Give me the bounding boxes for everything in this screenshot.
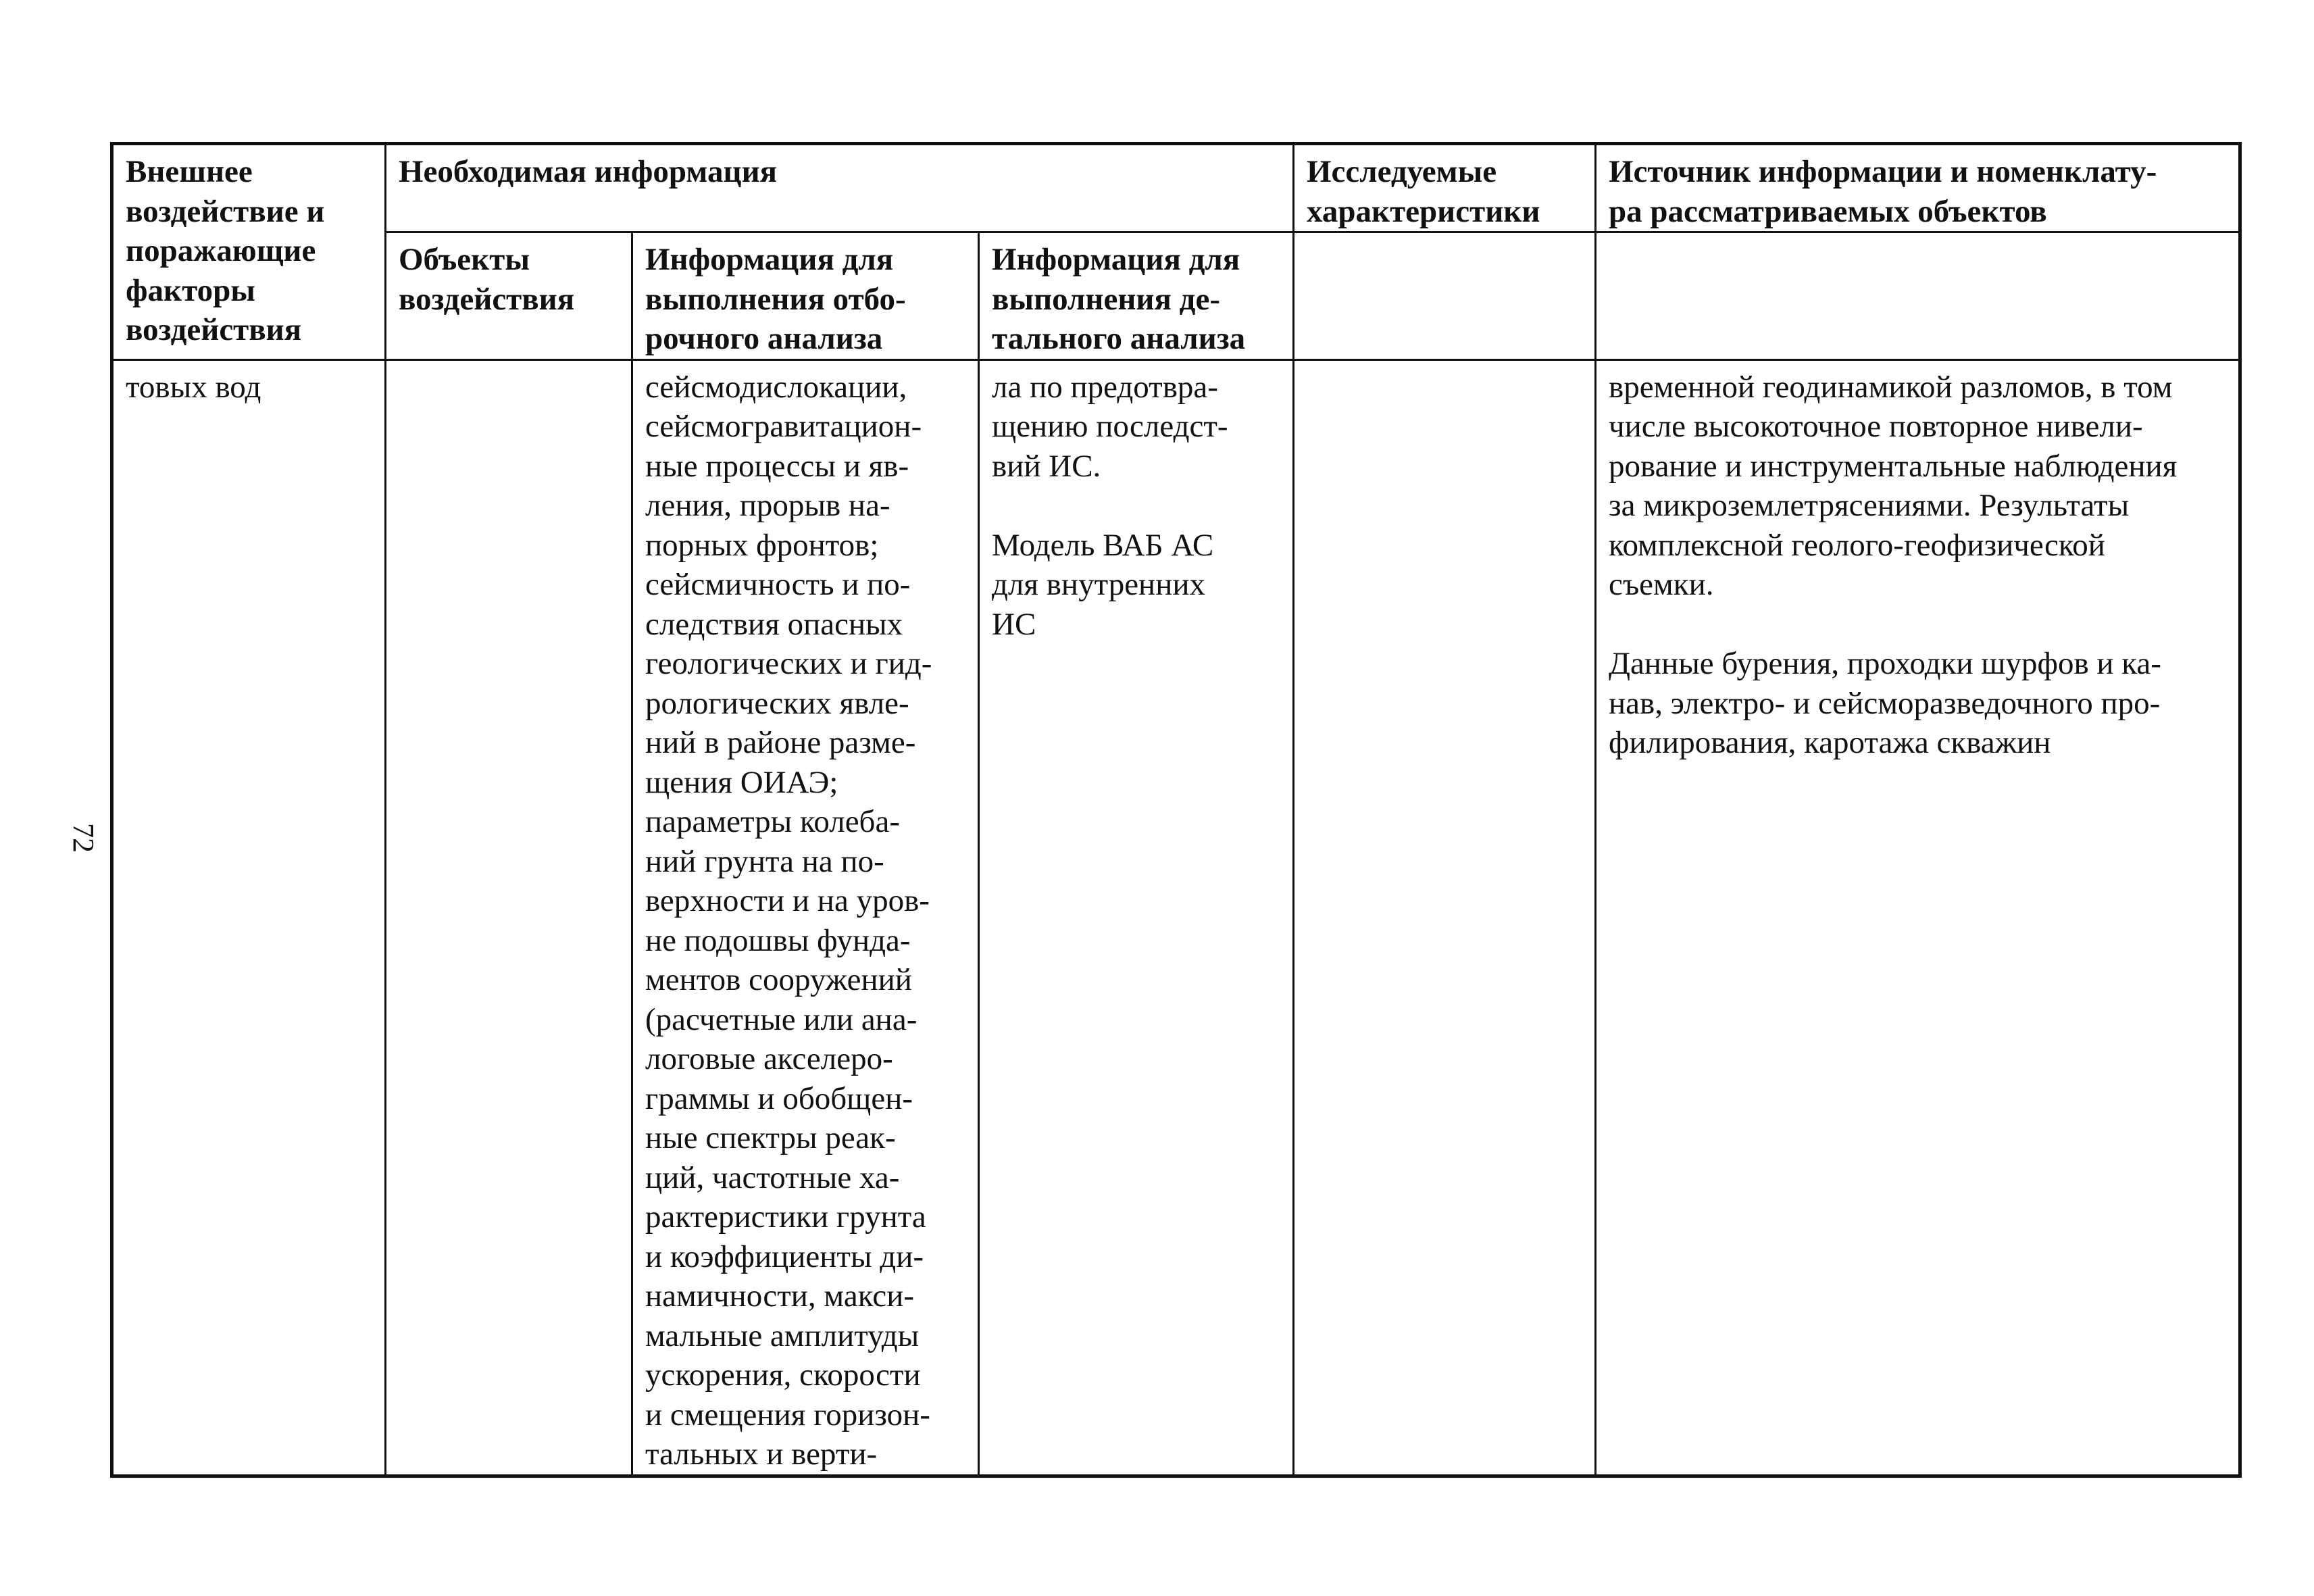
- cell-studied-characteristics: [1294, 359, 1596, 1476]
- cell-information-source-text: временной геодинамикой разломов, в том числе высокоточное повторное нивели- рование и инструментальные наблюдения за микроземлетрясениями. Результаты комплексной геолого-геофизической съемки. Данные бурения, проходки шурфов и ка- нав, электро- и сейсморазведочного про- филирования, каротажа скважин: [1609, 369, 2178, 760]
- header-impact-objects: [386, 232, 632, 360]
- header-information-source: [1596, 144, 2240, 232]
- header-empty-cell: [1596, 232, 2240, 360]
- header-impact-objects-text: Объекты воздействия: [399, 242, 575, 317]
- cell-information-source: [1596, 359, 2240, 1476]
- header-screening-analysis: [632, 232, 979, 360]
- cell-screening-analysis: [632, 359, 979, 1476]
- header-screening-analysis-text: Информация для выполнения отбо- рочного анализа: [645, 242, 906, 356]
- header-external-impact: [112, 144, 386, 360]
- cell-external-impact-text: товых вод: [126, 369, 261, 405]
- cell-external-impact: [112, 359, 386, 1476]
- table-row: [112, 359, 2240, 1476]
- header-empty-cell: [1294, 232, 1596, 360]
- header-required-information-text: Необходимая информация: [399, 154, 778, 189]
- cell-detailed-analysis-text: ла по предотвра- щению последст- вий ИС. Модель ВАБ АС для внутренних ИС: [992, 369, 1228, 642]
- header-detailed-analysis-text: Информация для выполнения де- тального анализа: [992, 242, 1246, 356]
- document-table: [110, 142, 2242, 1478]
- header-information-source-text: Источник информации и номенклату- ра рассматриваемых объектов: [1609, 154, 2157, 229]
- header-external-impact-text: Внешнее воздействие и поражающие факторы воздействия: [126, 154, 325, 347]
- header-detailed-analysis: [979, 232, 1294, 360]
- header-required-information: [386, 144, 1294, 232]
- cell-screening-analysis-text: сейсмодислокации, сейсмогравитацион- ные процессы и яв- ления, прорыв на- порных фронтов; сейсмичность и по- следствия опасных геологических и гид- рологических явле- ний в районе разме- щения ОИАЭ; параметры колеба- ний грунта на по- верхности и на уров- не подошвы фунда- ментов сооружений (расчетные или ана- логовые акселеро- граммы и обобщен- ные спектры реак- ций, частотные ха- рактеристики грунта и коэффициенты ди- намичности, макси- мальные амплитуды ускорения, скорости и смещения горизон- тальных и верти-: [645, 369, 932, 1472]
- header-studied-characteristics: [1294, 144, 1596, 232]
- page-number: 72: [67, 823, 100, 853]
- cell-detailed-analysis: [979, 359, 1294, 1476]
- cell-impact-objects: [386, 359, 632, 1476]
- header-studied-characteristics-text: Исследуемые характеристики: [1307, 154, 1540, 229]
